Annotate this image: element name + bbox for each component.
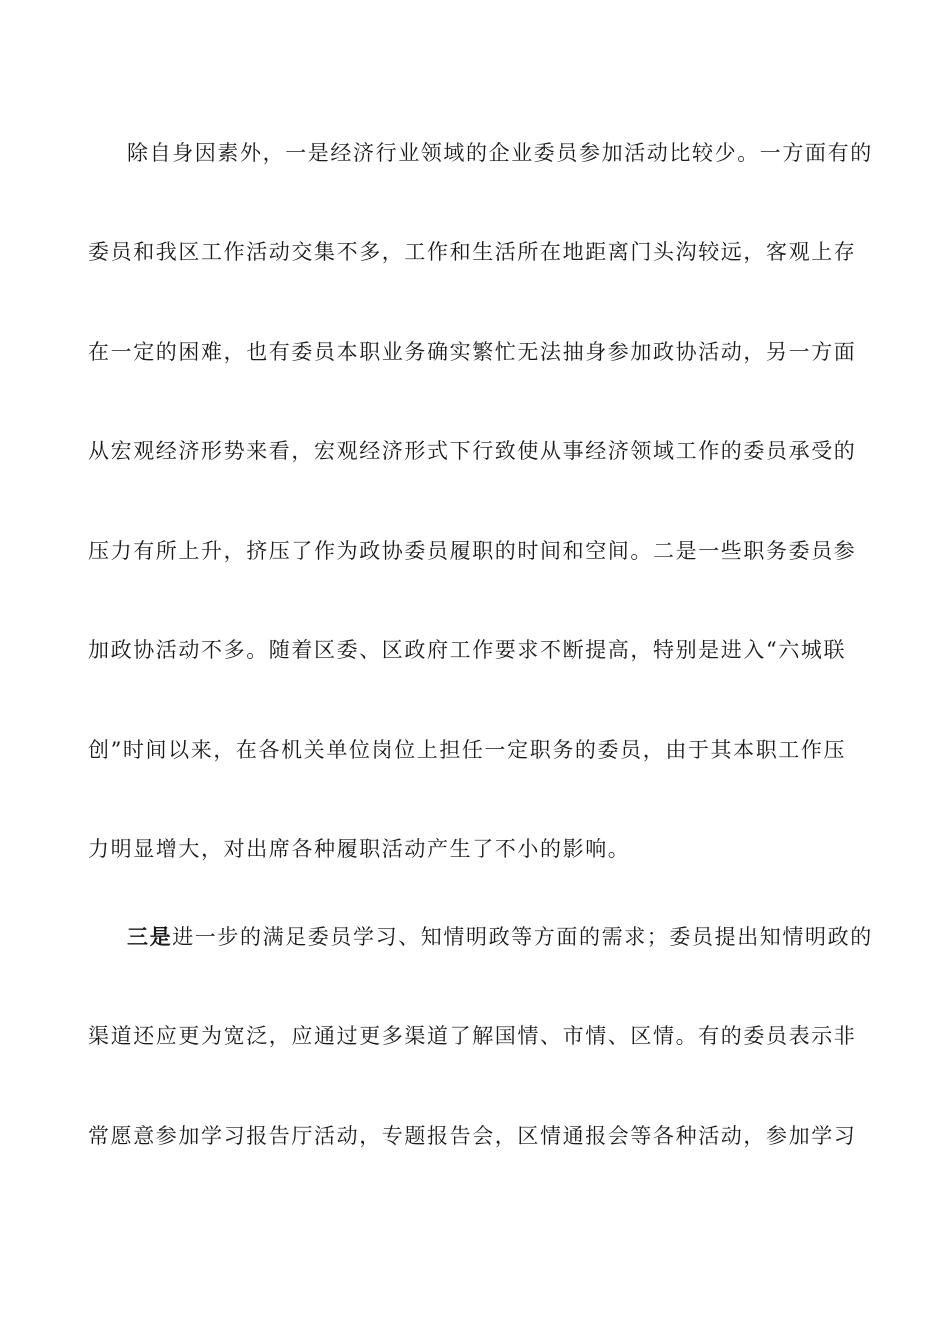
paragraph-2-line-3: 常愿意参加学习报告厅活动，专题报告会，区情通报会等各种活动，参加学习 (88, 1124, 857, 1148)
paragraph-1-line-4: 从宏观经济形势来看，宏观经济形式下行致使从事经济领域工作的委员承受的 (88, 439, 857, 463)
paragraph-2-line-1 (127, 920, 873, 954)
paragraph-2-line-2: 渠道还应更为宽泛，应通过更多渠道了解国情、市情、区情。有的委员表示非 (88, 1024, 857, 1048)
paragraph-1-line-3: 在一定的困难，也有委员本职业务确实繁忙无法抽身参加政协活动，另一方面 (88, 340, 857, 364)
paragraph-1-line-1: 除自身因素外，一是经济行业领域的企业委员参加活动比较少。一方面有的 (127, 141, 873, 165)
paragraph-2-line-1-text: 进一步的满足委员学习、知情明政等方面的需求；委员提出知情明政的 (172, 925, 873, 949)
paragraph-1-line-2: 委员和我区工作活动交集不多，工作和生活所在地距离门头沟较远，客观上存 (88, 240, 857, 264)
paragraph-1-line-5: 压力有所上升，挤压了作为政协委员履职的时间和空间。二是一些职务委员参 (88, 539, 857, 563)
paragraph-1-line-7: 创”时间以来，在各机关单位岗位上担任一定职务的委员，由于其本职工作压 (88, 738, 847, 762)
paragraph-2-bold-lead: 三是 (127, 924, 173, 949)
paragraph-1-line-6: 加政协活动不多。随着区委、区政府工作要求不断提高，特别是进入“六城联 (88, 638, 847, 662)
paragraph-1-line-8: 力明显增大，对出席各种履职活动产生了不小的影响。 (88, 837, 631, 861)
